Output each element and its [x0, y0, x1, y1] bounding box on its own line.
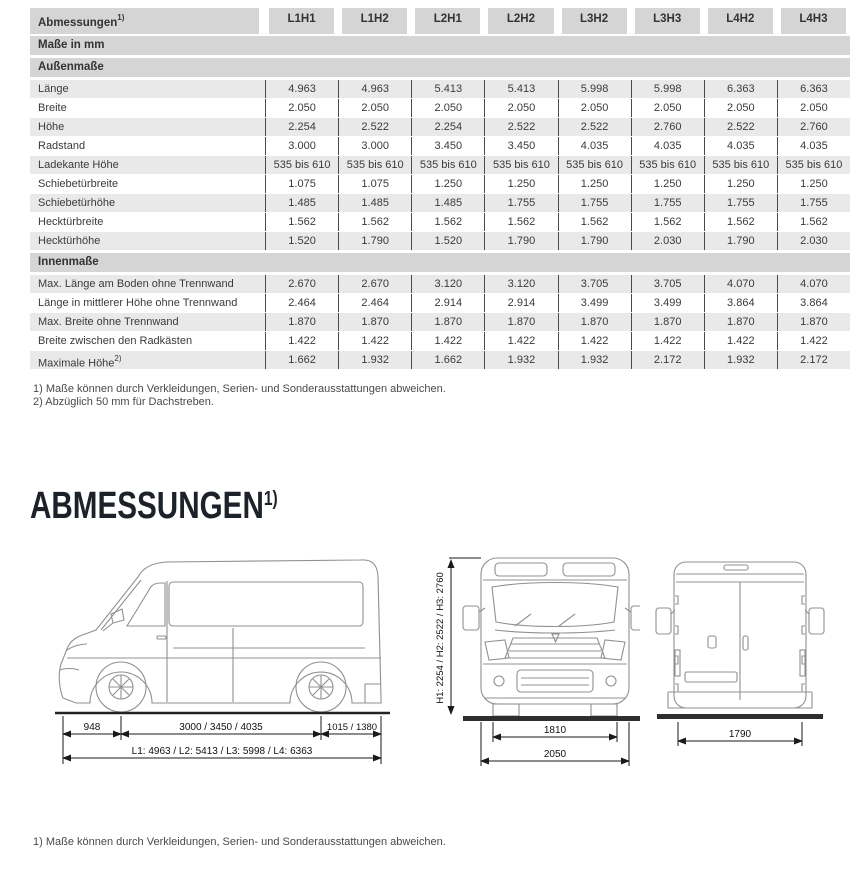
value-cell: 1.870: [631, 313, 704, 331]
value-cell: 1.870: [338, 313, 411, 331]
value-cell: 3.000: [338, 137, 411, 155]
value-cell: 535 bis 610: [704, 156, 777, 174]
value-cell: 2.522: [558, 118, 631, 136]
value-cell: 2.172: [777, 351, 850, 369]
row-label: Max. Länge am Boden ohne Trennwand: [38, 278, 234, 290]
footnote-2: 2) Abzüglich 50 mm für Dachstreben.: [33, 396, 214, 408]
front-dimension-lines: [449, 558, 629, 766]
value-cell: 4.035: [631, 137, 704, 155]
value-cell: 1.790: [484, 232, 557, 250]
column-header: L3H3: [631, 8, 704, 34]
table-row: [30, 99, 850, 117]
value-cell: 2.050: [777, 99, 850, 117]
value-cell: 4.070: [777, 275, 850, 293]
value-cell: 1.075: [338, 175, 411, 193]
value-cell: 1.075: [265, 175, 338, 193]
row-label: Hecktürhöhe: [38, 235, 101, 247]
row-label: Länge in mittlerer Höhe ohne Trennwand: [38, 297, 238, 309]
value-cell: 3.705: [631, 275, 704, 293]
van-front-view-drawing: [435, 552, 640, 784]
value-cell: 1.422: [411, 332, 484, 350]
dimension-diagrams: [55, 552, 855, 784]
value-cell: 2.254: [265, 118, 338, 136]
value-cell: 1.422: [631, 332, 704, 350]
value-cell: 6.363: [704, 80, 777, 98]
overall-width-dim: 2050: [543, 749, 567, 760]
row-label: Max. Breite ohne Trennwand: [38, 316, 179, 328]
value-cell: 1.870: [777, 313, 850, 331]
value-cell: 1.562: [777, 213, 850, 231]
table-row: [30, 294, 850, 312]
value-cell: 3.450: [484, 137, 557, 155]
row-label: Breite zwischen den Radkästen: [38, 335, 193, 347]
value-cell: 2.254: [411, 118, 484, 136]
van-front-body-outline: [463, 558, 640, 716]
value-cell: 3.705: [558, 275, 631, 293]
value-cell: 1.562: [484, 213, 557, 231]
column-header: L1H1: [265, 8, 338, 34]
value-cell: 1.932: [704, 351, 777, 369]
page-title: [30, 485, 278, 528]
value-cell: 1.250: [777, 175, 850, 193]
total-length-dim: L1: 4963 / L2: 5413 / L3: 5998 / L4: 6363: [131, 746, 313, 757]
value-cell: 2.030: [777, 232, 850, 250]
value-cell: 2.030: [631, 232, 704, 250]
value-cell: 3.499: [558, 294, 631, 312]
value-cell: 2.050: [484, 99, 557, 117]
value-cell: 1.250: [411, 175, 484, 193]
value-cell: 1.870: [704, 313, 777, 331]
row-label: Ladekante Höhe: [38, 159, 119, 171]
value-cell: 1.662: [265, 351, 338, 369]
wheelbase-dim: 3000 / 3450 / 4035: [179, 722, 263, 733]
track-width-dim: 1810: [543, 725, 567, 736]
value-cell: 4.035: [558, 137, 631, 155]
value-cell: 1.250: [558, 175, 631, 193]
row-label: Radstand: [38, 140, 86, 152]
value-cell: 1.932: [484, 351, 557, 369]
value-cell: 3.450: [411, 137, 484, 155]
value-cell: 3.499: [631, 294, 704, 312]
van-rear-view-drawing: [645, 552, 835, 784]
value-cell: 1.870: [411, 313, 484, 331]
value-cell: 2.050: [704, 99, 777, 117]
value-cell: 1.562: [265, 213, 338, 231]
van-side-body-outline: [59, 560, 381, 712]
value-cell: 1.520: [411, 232, 484, 250]
value-cell: 1.562: [704, 213, 777, 231]
value-cell: 1.422: [777, 332, 850, 350]
value-cell: 2.464: [265, 294, 338, 312]
column-header: L3H2: [558, 8, 631, 34]
value-cell: 1.422: [338, 332, 411, 350]
table-row: [30, 175, 850, 193]
table-row: [30, 332, 850, 350]
value-cell: 1.562: [411, 213, 484, 231]
table-row: [30, 313, 850, 331]
row-label: Breite: [38, 102, 67, 114]
value-cell: 535 bis 610: [265, 156, 338, 174]
value-cell: 1.562: [558, 213, 631, 231]
value-cell: 1.562: [631, 213, 704, 231]
footnote-1: 1) Maße können durch Verkleidungen, Serien- und Sonderausstattungen abweichen.: [33, 383, 446, 395]
value-cell: 535 bis 610: [411, 156, 484, 174]
van-side-view-drawing: [55, 552, 390, 784]
row-label: Hecktürbreite: [38, 216, 104, 228]
page-title-footnote-ref: 1): [263, 488, 278, 510]
value-cell: 1.790: [704, 232, 777, 250]
value-cell: 2.050: [265, 99, 338, 117]
value-cell: 2.172: [631, 351, 704, 369]
row-label: Maximale Höhe$^{2)}$: [38, 354, 122, 369]
value-cell: 535 bis 610: [484, 156, 557, 174]
value-cell: 1.790: [338, 232, 411, 250]
table-row: [30, 351, 850, 369]
value-cell: 2.464: [338, 294, 411, 312]
value-cell: 2.522: [338, 118, 411, 136]
row-label: Schiebetürhöhe: [38, 197, 116, 209]
column-header: L4H2: [704, 8, 777, 34]
page-title-text: ABMESSUNGEN: [30, 485, 264, 527]
table-row: [30, 118, 850, 136]
value-cell: 1.870: [484, 313, 557, 331]
row-label: Schiebetürbreite: [38, 178, 119, 190]
value-cell: 1.422: [704, 332, 777, 350]
ground-bar: [657, 714, 823, 719]
table-header-label: Abmessungen$^{1)}$: [30, 8, 265, 34]
ground-bar: [463, 716, 640, 721]
table-row: [30, 213, 850, 231]
table-row: [30, 137, 850, 155]
unit-bar: Maße in mm: [30, 36, 850, 55]
column-header: L1H2: [338, 8, 411, 34]
value-cell: 2.760: [631, 118, 704, 136]
value-cell: 1.422: [265, 332, 338, 350]
value-cell: 3.000: [265, 137, 338, 155]
value-cell: 6.363: [777, 80, 850, 98]
value-cell: 2.670: [338, 275, 411, 293]
value-cell: 2.522: [484, 118, 557, 136]
value-cell: 535 bis 610: [631, 156, 704, 174]
table-header-row: [30, 8, 850, 30]
row-label: Länge: [38, 83, 69, 95]
value-cell: 1.422: [558, 332, 631, 350]
value-cell: 2.522: [704, 118, 777, 136]
table-row: [30, 275, 850, 293]
value-cell: 4.963: [338, 80, 411, 98]
value-cell: 1.932: [338, 351, 411, 369]
value-cell: 1.485: [411, 194, 484, 212]
section-bar: Außenmaße: [30, 58, 850, 77]
value-cell: 5.413: [484, 80, 557, 98]
value-cell: 3.120: [484, 275, 557, 293]
value-cell: 4.963: [265, 80, 338, 98]
value-cell: 1.755: [777, 194, 850, 212]
value-cell: 5.998: [631, 80, 704, 98]
value-cell: 2.760: [777, 118, 850, 136]
value-cell: 2.914: [411, 294, 484, 312]
value-cell: 1.250: [484, 175, 557, 193]
value-cell: 1.485: [338, 194, 411, 212]
row-label: Höhe: [38, 121, 65, 133]
front-overhang-dim: 948: [83, 722, 101, 733]
van-rear-body-outline: [656, 562, 824, 708]
value-cell: 1.662: [411, 351, 484, 369]
value-cell: 535 bis 610: [558, 156, 631, 174]
value-cell: 5.413: [411, 80, 484, 98]
value-cell: 1.755: [558, 194, 631, 212]
section-bar: Innenmaße: [30, 253, 850, 272]
column-header: L4H3: [777, 8, 850, 34]
value-cell: 1.790: [558, 232, 631, 250]
value-cell: 4.035: [704, 137, 777, 155]
value-cell: 2.914: [484, 294, 557, 312]
value-cell: 1.520: [265, 232, 338, 250]
value-cell: 1.932: [558, 351, 631, 369]
table-footnotes: [33, 383, 855, 409]
rear-overhang-dim: 1015 / 1380: [326, 722, 378, 733]
value-cell: 5.998: [558, 80, 631, 98]
column-header: L2H1: [411, 8, 484, 34]
rear-width-dim: 1790: [728, 729, 752, 740]
table-row: [30, 232, 850, 250]
height-dim-label: H1: 2254 / H2: 2522 / H3: 2760: [435, 572, 446, 704]
value-cell: 3.864: [777, 294, 850, 312]
table-row: [30, 156, 850, 174]
value-cell: 4.035: [777, 137, 850, 155]
value-cell: 1.755: [704, 194, 777, 212]
value-cell: 1.485: [265, 194, 338, 212]
value-cell: 1.755: [484, 194, 557, 212]
table-row: [30, 80, 850, 98]
value-cell: 2.050: [338, 99, 411, 117]
value-cell: 2.670: [265, 275, 338, 293]
table-row: [30, 194, 850, 212]
value-cell: 1.250: [631, 175, 704, 193]
value-cell: 1.870: [558, 313, 631, 331]
bottom-footnote: 1) Maße können durch Verkleidungen, Serien- und Sonderausstattungen abweichen.: [33, 836, 446, 848]
value-cell: 2.050: [558, 99, 631, 117]
value-cell: 3.864: [704, 294, 777, 312]
value-cell: 1.870: [265, 313, 338, 331]
value-cell: 2.050: [631, 99, 704, 117]
value-cell: 1.562: [338, 213, 411, 231]
dimensions-table: [30, 8, 850, 369]
value-cell: 535 bis 610: [777, 156, 850, 174]
value-cell: 1.250: [704, 175, 777, 193]
value-cell: 2.050: [411, 99, 484, 117]
value-cell: 535 bis 610: [338, 156, 411, 174]
value-cell: 4.070: [704, 275, 777, 293]
value-cell: 3.120: [411, 275, 484, 293]
value-cell: 1.755: [631, 194, 704, 212]
column-header: L2H2: [484, 8, 557, 34]
value-cell: 1.422: [484, 332, 557, 350]
